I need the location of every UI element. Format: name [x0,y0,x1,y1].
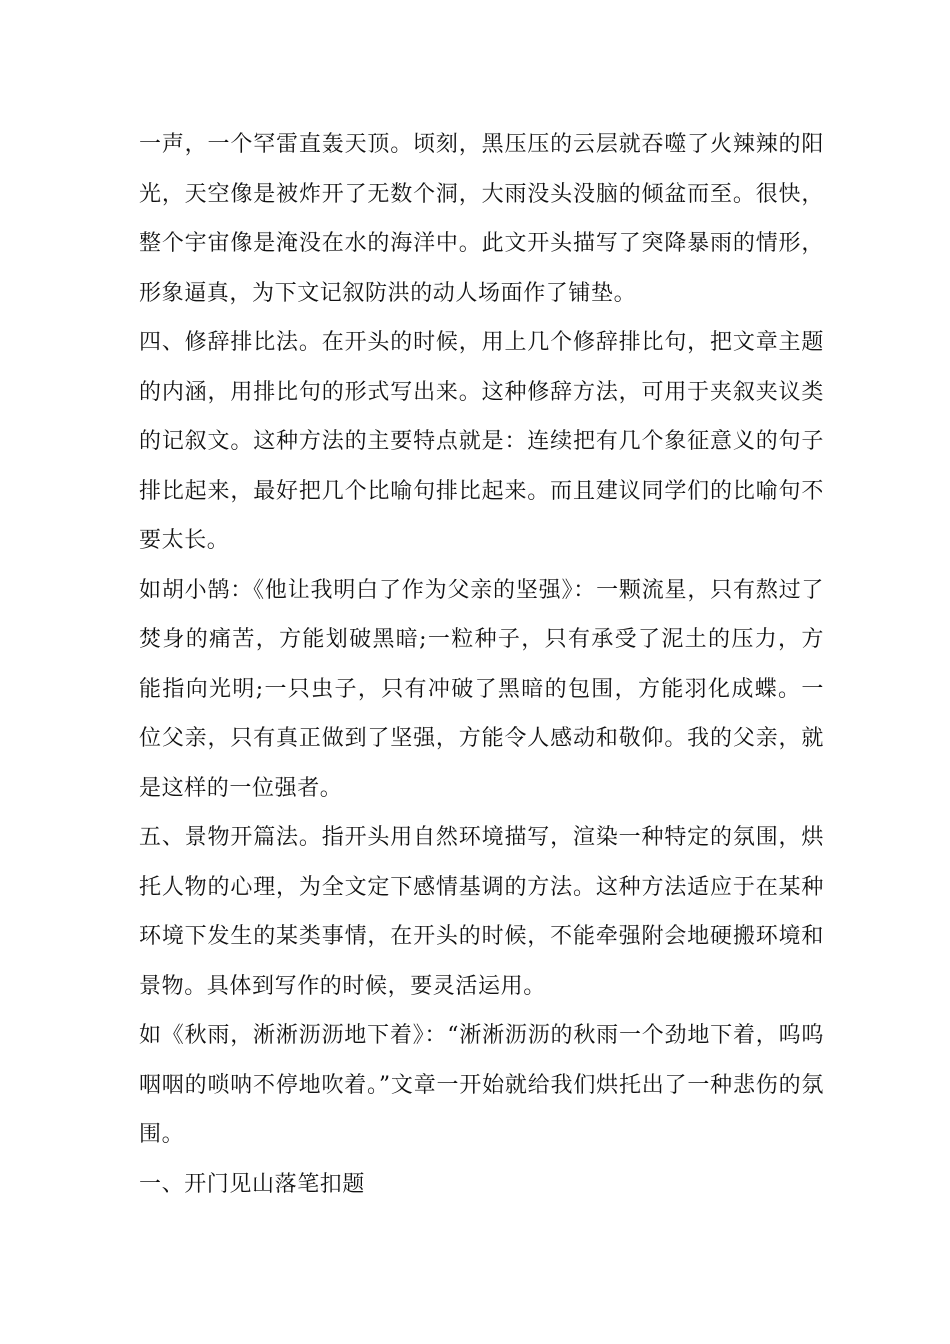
document-body [139,120,824,1209]
paragraph-scenery-example: 如《秋雨，淅淅沥沥地下着》：“淅淅沥沥的秋雨一个劲地下着，呜呜咽咽的唢呐不停地吹着。”文章一开始就给我们烘托出了一种悲伤的氛围。 [139,1023,824,1147]
paragraph-parallelism-method: 四、修辞排比法。在开头的时候，用上几个修辞排比句，把文章主题的内涵，用排比句的形式写出来。这种修辞方法，可用于夹叙夹议类的记叙文。这种方法的主要特点就是：连续把有几个象征意义的句子排比起来，最好把几个比喻句排比起来。而且建议同学们的比喻句不要太长。 [139,330,824,553]
paragraph-scenery-method: 五、景物开篇法。指开头用自然环境描写，渲染一种特定的氛围，烘托人物的心理，为全文定下感情基调的方法。这种方法适应于在某种环境下发生的某类事情，在开头的时候，不能牵强附会地硬搬环境和景物。具体到写作的时候，要灵活运用。 [139,825,824,999]
paragraph-parallelism-example: 如胡小鹄：《他让我明白了作为父亲的坚强》：一颗流星，只有熬过了焚身的痛苦，方能划破黑暗;一粒种子，只有承受了泥土的压力，方能指向光明;一只虫子，只有冲破了黑暗的包围，方能羽化成蝶。一位父亲，只有真正做到了坚强，方能令人感动和敬仰。我的父亲，就是这样的一位强者。 [139,577,824,801]
paragraph-section-heading: 一、开门见山落笔扣题 [139,1171,366,1197]
paragraph-storm-description: 一声，一个罕雷直轰天顶。顷刻，黑压压的云层就吞噬了火辣辣的阳光，天空像是被炸开了无数个洞，大雨没头没脑的倾盆而至。很快，整个宇宙像是淹没在水的海洋中。此文开头描写了突降暴雨的情形，形象逼真，为下文记叙防洪的动人场面作了铺垫。 [139,132,824,306]
